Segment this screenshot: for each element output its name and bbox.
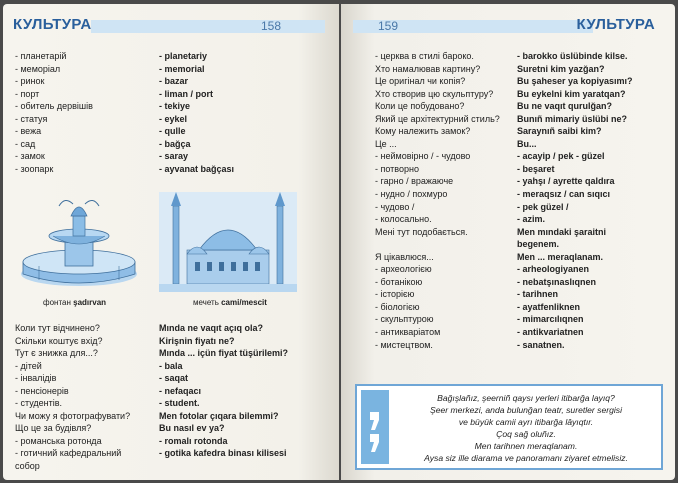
list-item: - неймовірно / - чудово: [375, 151, 471, 162]
list-item: - liman / port: [159, 88, 213, 99]
list-item: - meraqsız / can sıqıcı: [517, 189, 611, 200]
list-item: - чудово /: [375, 201, 415, 212]
phrases-tr-list: [159, 322, 288, 460]
list-item: - антикваріатом: [375, 327, 441, 338]
box-line: Men tarihnen meraqlanam.: [474, 441, 578, 451]
page-number: 158: [261, 19, 282, 33]
page-title: КУЛЬТУРА: [576, 16, 655, 33]
list-item: - memorial: [159, 63, 205, 74]
list-item: - ринок: [15, 76, 45, 87]
list-item: - вежа: [15, 126, 42, 137]
list-item: - пенсіонерів: [15, 385, 69, 396]
speech-quote-icon: [361, 390, 389, 468]
box-stripe: [361, 390, 389, 464]
list-item: - ayvanat bağçası: [159, 163, 235, 174]
list-item: - біологією: [375, 301, 420, 312]
mosque-illustration: [159, 192, 297, 292]
box-line: ve büyük camii ayrı itibarğa lâyıqtır.: [458, 417, 594, 427]
box-text: [395, 392, 657, 464]
list-item: - tarihnen: [517, 289, 559, 300]
list-item: Bu eykelni kim yaratqan?: [517, 88, 626, 99]
vocab-ua-list: [15, 50, 93, 175]
list-item: Це оригінал чи копія?: [375, 76, 466, 87]
list-item: - ботанікою: [375, 276, 423, 287]
list-item: - yahşı / ayrette qaldıra: [517, 176, 615, 187]
list-item: - planetariy: [159, 51, 208, 61]
list-item: - замок: [15, 151, 45, 162]
list-item: Bu nasıl ev ya?: [159, 423, 225, 434]
list-item: - student.: [159, 398, 200, 409]
list-item: Suretni kim yazğan?: [517, 63, 605, 74]
list-item: Mında ... içün fiyat tüşürilemi?: [159, 348, 289, 359]
list-item: - мистецтвом.: [375, 339, 433, 350]
list-item: begenem.: [517, 239, 560, 250]
list-item: - bazar: [159, 76, 189, 87]
list-item: - ayatfenliknen: [517, 301, 581, 312]
page-number: 159: [378, 19, 399, 33]
list-item: - меморіал: [15, 63, 61, 74]
list-item: - barokko üslübinde kilse.: [517, 51, 628, 61]
list-item: - saray: [159, 151, 189, 162]
list-item: - церква в стилі бароко.: [375, 51, 474, 61]
list-item: - порт: [15, 88, 40, 99]
list-item: Це ...: [375, 138, 397, 149]
list-item: - скульптурою: [375, 314, 434, 325]
list-item: собор: [15, 461, 40, 472]
list-item: - bala: [159, 360, 183, 371]
list-item: - tekiye: [159, 101, 191, 112]
list-item: - beşaret: [517, 163, 555, 174]
mosque-caption: мечеть cami/mescit: [193, 298, 267, 307]
box-line: Şeer merkezi, anda bulunğan teatr, suretler sergisi: [429, 405, 623, 415]
list-item: - зоопарк: [15, 163, 54, 174]
list-item: Kirişnin fiyatı ne?: [159, 335, 235, 346]
list-item: - arheologiyanen: [517, 264, 590, 275]
list-item: - azim.: [517, 214, 546, 225]
list-item: - колосально.: [375, 214, 432, 225]
list-item: - планетарій: [15, 51, 67, 61]
list-item: Saraynıñ saibi kim?: [517, 126, 602, 137]
list-item: - nefaqacı: [159, 385, 202, 396]
phrases-ua-list: [15, 322, 130, 473]
list-item: - романська ротонда: [15, 435, 102, 446]
list-item: Скільки коштує вхід?: [15, 335, 103, 346]
list-item: - acayip / pek - güzel: [517, 151, 605, 162]
right-page: [341, 4, 675, 480]
list-item: - sanatnen.: [517, 339, 565, 350]
list-item: - студентів.: [15, 398, 63, 409]
page-title: КУЛЬТУРА: [13, 16, 92, 33]
list-item: - нудно / похмуро: [375, 189, 448, 200]
fountain-caption: фонтан şadırvan: [43, 298, 107, 307]
list-item: Коли тут відчинено?: [15, 323, 100, 333]
fountain-illustration: [15, 192, 143, 292]
vocab-tr-list: [159, 50, 234, 175]
list-item: Я цікавлюся...: [375, 251, 434, 262]
list-item: - qulle: [159, 126, 186, 137]
list-item: - потворно: [375, 163, 419, 174]
list-item: - saqat: [159, 373, 189, 384]
right-header: [341, 14, 675, 36]
list-item: Чи можу я фотографувати?: [15, 410, 131, 421]
header-bar: [91, 20, 325, 33]
list-item: Men mındaki şaraitni: [517, 226, 607, 237]
list-item: - історією: [375, 289, 415, 300]
list-item: Тут є знижка для...?: [15, 348, 98, 359]
box-line: Aysa siz ille diarama ve panoramanı ziyaret etmelisiz.: [424, 453, 628, 463]
list-item: - antikvariatnen: [517, 327, 584, 338]
box-line: Bağışlañız, şeerniñ qaysı yerleri itibarğa layıq?: [437, 393, 615, 403]
list-item: - статуя: [15, 113, 48, 124]
list-item: - pek güzel /: [517, 201, 569, 212]
list-item: Хто створив цю скульптуру?: [375, 88, 494, 99]
left-page: [3, 4, 339, 480]
list-item: - mimarcılıqnen: [517, 314, 584, 325]
list-item: - gotika kafedra binası kilisesi: [159, 448, 287, 459]
list-item: - eykel: [159, 113, 188, 124]
list-item: - гарно / вражаюче: [375, 176, 454, 187]
list-item: - nebatşınaslıqnen: [517, 276, 597, 287]
list-item: Mında ne vaqıt açıq ola?: [159, 323, 264, 333]
right-tr-list: [517, 50, 633, 351]
list-item: Bu şaheser ya kopiyasımı?: [517, 76, 633, 87]
list-item: Bunıñ mimariy üslübi ne?: [517, 113, 628, 124]
list-item: Коли це побудовано?: [375, 101, 465, 112]
list-item: Кому належить замок?: [375, 126, 471, 137]
list-item: Men ... meraqlanam.: [517, 251, 604, 262]
list-item: Хто намалював картину?: [375, 63, 481, 74]
list-item: Що це за будівля?: [15, 423, 92, 434]
box-line: Çoq sağ oluñız.: [496, 429, 556, 439]
left-header: [3, 14, 339, 36]
list-item: Який це архітектурний стиль?: [375, 113, 500, 124]
list-item: - сад: [15, 138, 36, 149]
list-item: - romalı rotonda: [159, 435, 228, 446]
dialogue-box: [355, 384, 663, 470]
list-item: Men fotolar çıqara bilemmi?: [159, 410, 279, 421]
list-item: [375, 238, 500, 251]
right-ua-list: [375, 50, 500, 351]
list-item: Мені тут подобається.: [375, 226, 468, 237]
list-item: Bu ne vaqıt qurulğan?: [517, 101, 613, 112]
list-item: - обитель дервішів: [15, 101, 93, 112]
list-item: - дітей: [15, 360, 42, 371]
list-item: - готичний кафедральний: [15, 448, 122, 459]
list-item: - bağça: [159, 138, 191, 149]
list-item: - інвалідів: [15, 373, 57, 384]
list-item: Bu...: [517, 138, 537, 149]
list-item: - археологією: [375, 264, 432, 275]
